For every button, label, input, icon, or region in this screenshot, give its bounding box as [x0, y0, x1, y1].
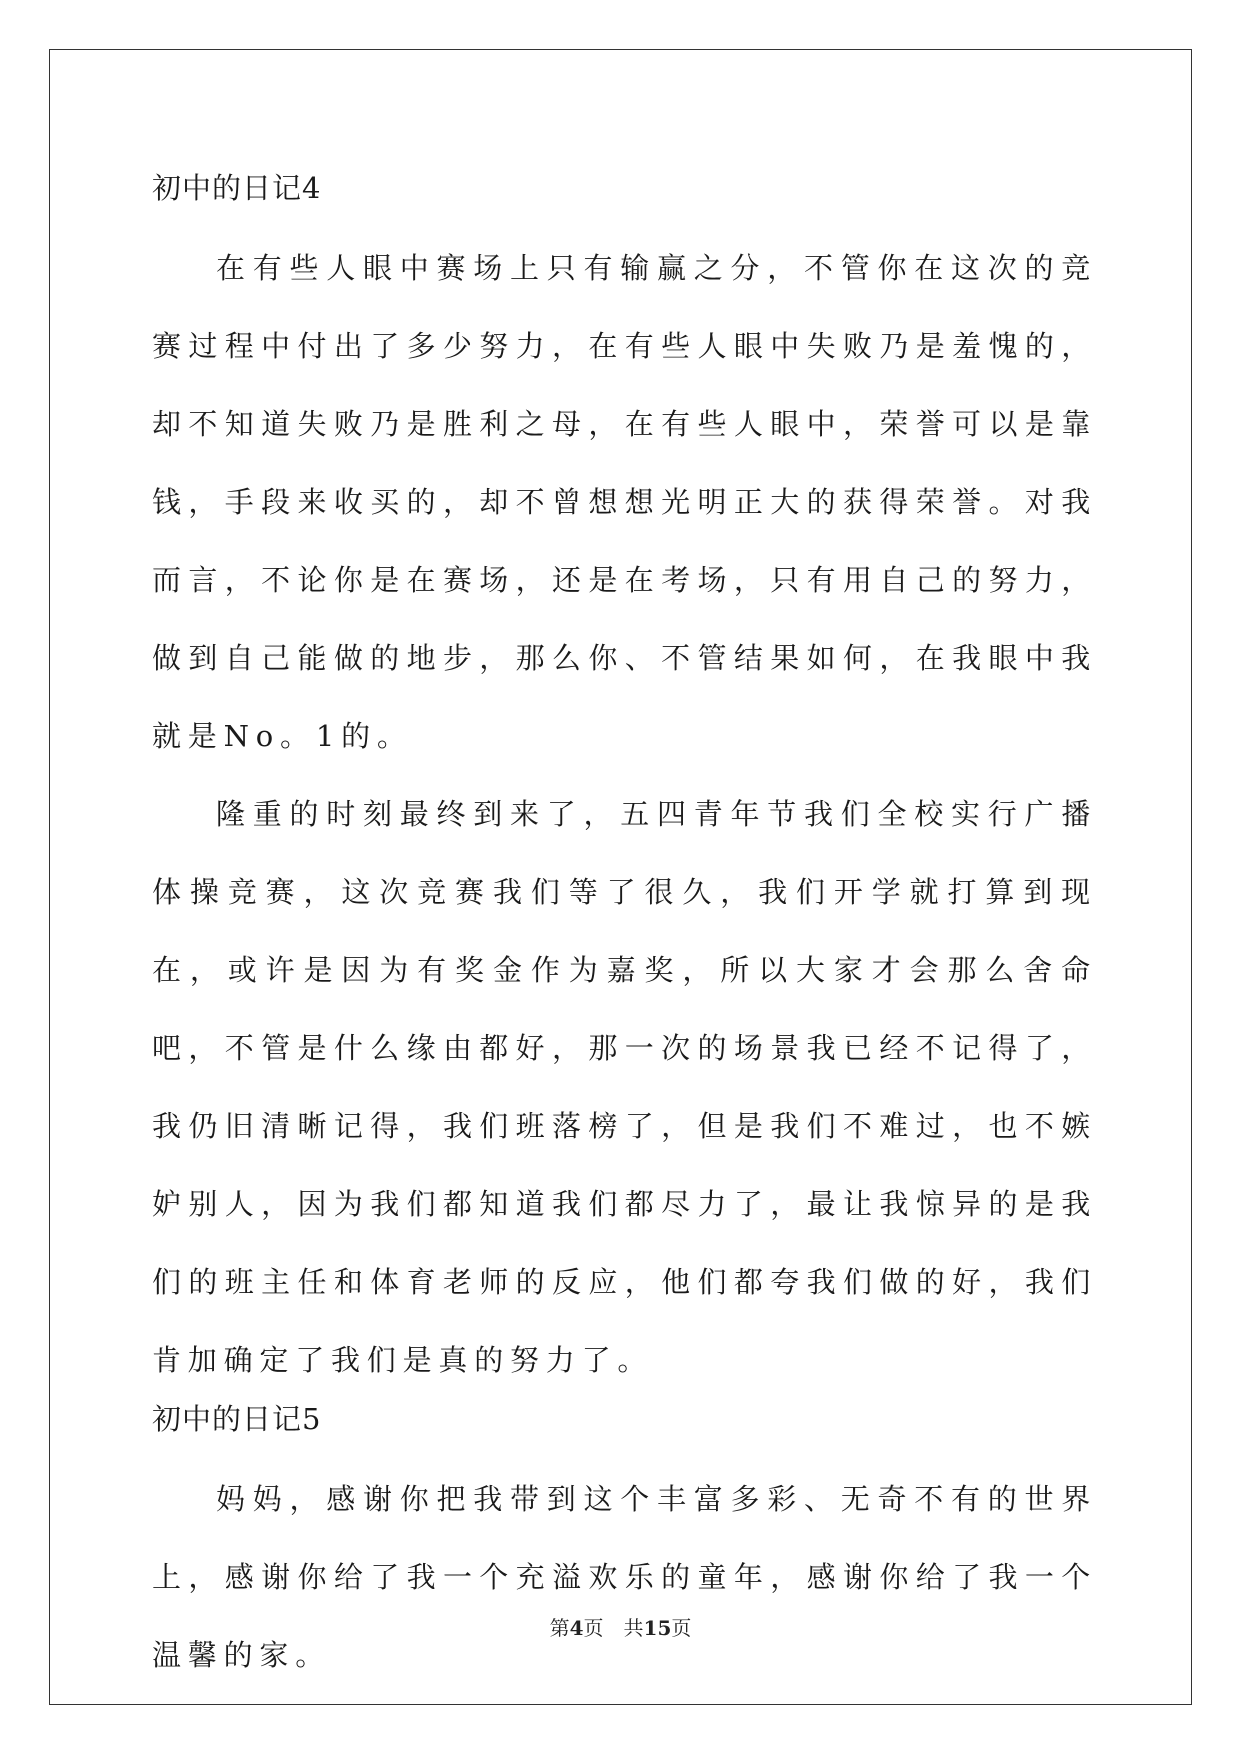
page-footer — [0, 1616, 1241, 1640]
page-number: 4 — [569, 1616, 584, 1640]
section-heading: 初中的日记5 — [152, 1402, 322, 1436]
footer-prefix: 第 — [549, 1616, 570, 1640]
footer-total-prefix: 共 — [623, 1616, 644, 1640]
paragraph: 隆重的时刻最终到来了，五四青年节我们全校实行广播体操竞赛，这次竞赛我们等了很久，我们开学就打算到现在，或许是因为有奖金作为嘉奖，所以大家才会那么舍命吧，不管是什么缘由都好，那一次的场景我已经不记得了，我仍旧清晰记得，我们班落榜了，但是我们不难过，也不嫉妒别人，因为我们都知道我们都尽力了，最让我惊异的是我们的班主任和体育老师的反应，他们都夸我们做的好，我们肯加确定了我们是真的努力了。 — [152, 797, 1097, 1377]
footer-total-suffix: 页 — [671, 1616, 692, 1640]
section-heading: 初中的日记4 — [152, 171, 322, 205]
footer-page-suffix: 页 — [583, 1616, 604, 1640]
paragraph: 妈妈，感谢你把我带到这个丰富多彩、无奇不有的世界上，感谢你给了我一个充溢欢乐的童年，感谢你给了我一个温馨的家。 — [152, 1482, 1097, 1672]
document-body — [152, 168, 1097, 1694]
paragraph: 在有些人眼中赛场上只有输赢之分，不管你在这次的竞赛过程中付出了多少努力，在有些人眼中失败乃是羞愧的，却不知道失败乃是胜利之母，在有些人眼中，荣誉可以是靠钱，手段来收买的，却不曾想想光明正大的获得荣誉。对我而言，不论你是在赛场，还是在考场，只有用自己的努力，做到自己能做的地步，那么你、不管结果如何，在我眼中我就是No。1的。 — [152, 251, 1097, 753]
total-pages: 15 — [643, 1616, 672, 1640]
